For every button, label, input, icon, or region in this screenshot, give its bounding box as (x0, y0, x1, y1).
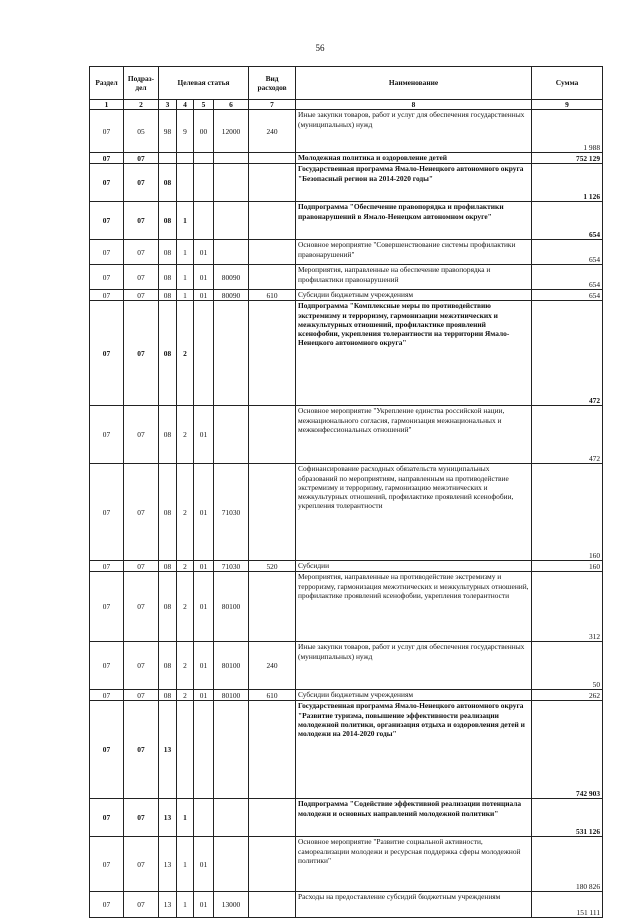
subprogram-code-cell: 2 (177, 301, 194, 406)
subprogram-code-cell: 1 (177, 892, 194, 918)
direction-code-cell (214, 240, 249, 265)
sum-cell: 50 (532, 642, 603, 690)
direction-code-cell: 80090 (214, 290, 249, 301)
subprogram-code-cell: 1 (177, 290, 194, 301)
expense-type-cell: 240 (249, 110, 296, 153)
direction-code-cell (214, 202, 249, 240)
header-podrazdel: Подраз-дел (124, 67, 159, 100)
table-row (90, 642, 603, 690)
name-cell: Мероприятия, направленные на обеспечение правопорядка и профилактики правонарушений (296, 265, 532, 290)
activity-code-cell (194, 164, 214, 202)
program-code-cell: 08 (159, 690, 177, 701)
expense-type-cell: 610 (249, 690, 296, 701)
subprogram-code-cell: 2 (177, 690, 194, 701)
column-number-row (90, 100, 603, 110)
page-number: 56 (315, 43, 325, 53)
podrazdel-cell: 07 (124, 701, 159, 799)
razdel-cell: 07 (90, 110, 124, 153)
table-row (90, 464, 603, 561)
activity-code-cell: 01 (194, 837, 214, 892)
header-sum: Сумма (532, 67, 603, 100)
table-row (90, 701, 603, 799)
podrazdel-cell: 07 (124, 642, 159, 690)
header-celevaya: Целевая статья (159, 67, 249, 100)
direction-code-cell: 80100 (214, 690, 249, 701)
name-cell: Иные закупки товаров, работ и услуг для обеспечения государственных (муниципальных) нужд (296, 642, 532, 690)
razdel-cell: 07 (90, 164, 124, 202)
podrazdel-cell: 07 (124, 892, 159, 918)
col-num: 7 (249, 100, 296, 110)
expense-type-cell (249, 265, 296, 290)
activity-code-cell (194, 202, 214, 240)
razdel-cell: 07 (90, 572, 124, 642)
program-code-cell: 08 (159, 164, 177, 202)
name-cell: Мероприятия, направленные на противодействие экстремизму и терроризму, гармонизация межэтнических и межкультурных отношений, профилактике проявлений ксенофобии, укрепления толерантности (296, 572, 532, 642)
name-cell: Субсидии бюджетным учреждениям (296, 690, 532, 701)
subprogram-code-cell: 1 (177, 202, 194, 240)
activity-code-cell (194, 153, 214, 164)
expense-type-cell: 240 (249, 642, 296, 690)
program-code-cell: 08 (159, 406, 177, 464)
expense-type-cell (249, 202, 296, 240)
col-num: 6 (214, 100, 249, 110)
razdel-cell: 07 (90, 642, 124, 690)
direction-code-cell: 80090 (214, 265, 249, 290)
activity-code-cell: 01 (194, 406, 214, 464)
podrazdel-cell: 05 (124, 110, 159, 153)
subprogram-code-cell (177, 164, 194, 202)
podrazdel-cell: 07 (124, 164, 159, 202)
table-row (90, 240, 603, 265)
expense-type-cell (249, 240, 296, 265)
razdel-cell: 07 (90, 561, 124, 572)
program-code-cell: 98 (159, 110, 177, 153)
expense-type-cell (249, 301, 296, 406)
table-row (90, 290, 603, 301)
sum-cell: 1 988 (532, 110, 603, 153)
header-vid: Вид расходов (249, 67, 296, 100)
sum-cell: 312 (532, 572, 603, 642)
col-num: 9 (532, 100, 603, 110)
podrazdel-cell: 07 (124, 406, 159, 464)
program-code-cell: 08 (159, 301, 177, 406)
sum-cell: 472 (532, 301, 603, 406)
direction-code-cell (214, 406, 249, 464)
program-code-cell: 13 (159, 837, 177, 892)
sum-cell: 180 826 (532, 837, 603, 892)
expense-type-cell: 610 (249, 290, 296, 301)
subprogram-code-cell: 2 (177, 642, 194, 690)
sum-cell: 160 (532, 561, 603, 572)
table-body (90, 110, 603, 918)
podrazdel-cell: 07 (124, 240, 159, 265)
razdel-cell: 07 (90, 837, 124, 892)
name-cell: Подпрограмма "Обеспечение правопорядка и профилактики правонарушений в Ямало-Ненецком автономном округе" (296, 202, 532, 240)
header-row (90, 67, 603, 100)
table-row (90, 690, 603, 701)
expense-type-cell (249, 572, 296, 642)
program-code-cell: 08 (159, 642, 177, 690)
budget-table (89, 66, 603, 918)
table-row (90, 202, 603, 240)
expense-type-cell (249, 464, 296, 561)
subprogram-code-cell: 1 (177, 240, 194, 265)
name-cell: Подпрограмма "Содействие эффективной реализации потенциала молодежи и основных направлений молодежной политики" (296, 799, 532, 837)
table-row (90, 153, 603, 164)
table-row (90, 837, 603, 892)
program-code-cell: 08 (159, 202, 177, 240)
subprogram-code-cell: 1 (177, 799, 194, 837)
razdel-cell: 07 (90, 464, 124, 561)
subprogram-code-cell: 9 (177, 110, 194, 153)
sum-cell: 742 903 (532, 701, 603, 799)
table-row (90, 572, 603, 642)
podrazdel-cell: 07 (124, 265, 159, 290)
program-code-cell: 08 (159, 464, 177, 561)
table-row (90, 406, 603, 464)
name-cell: Основное мероприятие "Совершенствование системы профилактики правонарушений" (296, 240, 532, 265)
direction-code-cell: 13000 (214, 892, 249, 918)
sum-cell: 1 126 (532, 164, 603, 202)
razdel-cell: 07 (90, 799, 124, 837)
activity-code-cell: 01 (194, 290, 214, 301)
expense-type-cell (249, 153, 296, 164)
program-code-cell: 08 (159, 561, 177, 572)
col-num: 5 (194, 100, 214, 110)
name-cell: Субсидии бюджетным учреждениям (296, 290, 532, 301)
direction-code-cell: 80100 (214, 572, 249, 642)
sum-cell: 531 126 (532, 799, 603, 837)
razdel-cell: 07 (90, 265, 124, 290)
podrazdel-cell: 07 (124, 799, 159, 837)
sum-cell: 654 (532, 265, 603, 290)
activity-code-cell: 01 (194, 690, 214, 701)
subprogram-code-cell: 1 (177, 265, 194, 290)
direction-code-cell (214, 164, 249, 202)
activity-code-cell: 01 (194, 892, 214, 918)
header-razdel: Раздел (90, 67, 124, 100)
direction-code-cell (214, 701, 249, 799)
razdel-cell: 07 (90, 701, 124, 799)
program-code-cell: 08 (159, 572, 177, 642)
sum-cell: 654 (532, 240, 603, 265)
direction-code-cell (214, 837, 249, 892)
activity-code-cell: 01 (194, 464, 214, 561)
program-code-cell: 08 (159, 265, 177, 290)
sum-cell: 262 (532, 690, 603, 701)
table-row (90, 110, 603, 153)
podrazdel-cell: 07 (124, 837, 159, 892)
sum-cell: 654 (532, 290, 603, 301)
name-cell: Иные закупки товаров, работ и услуг для обеспечения государственных (муниципальных) нужд (296, 110, 532, 153)
name-cell: Основное мероприятие "Развитие социальной активности, самореализации молодежи и ресурсная поддержка сферы молодежной политики" (296, 837, 532, 892)
activity-code-cell: 00 (194, 110, 214, 153)
program-code-cell: 13 (159, 701, 177, 799)
name-cell: Софинансирование расходных обязательств муниципальных образований по мероприятиям, направленным на противодействие экстремизму и терроризму, гармонизацию межэтнических и межкультурных отношений, профилактике проявлений ксенофобии, укрепления толерантности (296, 464, 532, 561)
table-row (90, 561, 603, 572)
sum-cell: 654 (532, 202, 603, 240)
podrazdel-cell: 07 (124, 301, 159, 406)
activity-code-cell: 01 (194, 642, 214, 690)
direction-code-cell (214, 799, 249, 837)
direction-code-cell: 12000 (214, 110, 249, 153)
name-cell: Расходы на предоставление субсидий бюджетным учреждениям (296, 892, 532, 918)
razdel-cell: 07 (90, 153, 124, 164)
subprogram-code-cell (177, 701, 194, 799)
name-cell: Государственная программа Ямало-Ненецкого автономного округа "Безопасный регион на 2014-2020 годы" (296, 164, 532, 202)
razdel-cell: 07 (90, 690, 124, 701)
expense-type-cell (249, 701, 296, 799)
program-code-cell: 13 (159, 799, 177, 837)
table-row (90, 265, 603, 290)
table-row (90, 799, 603, 837)
razdel-cell: 07 (90, 202, 124, 240)
direction-code-cell (214, 153, 249, 164)
subprogram-code-cell: 2 (177, 572, 194, 642)
direction-code-cell: 80100 (214, 642, 249, 690)
podrazdel-cell: 07 (124, 561, 159, 572)
subprogram-code-cell: 1 (177, 837, 194, 892)
direction-code-cell: 71030 (214, 561, 249, 572)
razdel-cell: 07 (90, 290, 124, 301)
direction-code-cell: 71030 (214, 464, 249, 561)
name-cell: Основное мероприятие "Укрепление единства российской нации, межнационального согласия, гармонизация межнациональных и межконфессиональных отношений" (296, 406, 532, 464)
table-row (90, 164, 603, 202)
podrazdel-cell: 07 (124, 464, 159, 561)
col-num: 8 (296, 100, 532, 110)
activity-code-cell: 01 (194, 265, 214, 290)
razdel-cell: 07 (90, 406, 124, 464)
razdel-cell: 07 (90, 892, 124, 918)
name-cell: Молодежная политика и оздоровление детей (296, 153, 532, 164)
program-code-cell: 13 (159, 892, 177, 918)
col-num: 1 (90, 100, 124, 110)
activity-code-cell (194, 301, 214, 406)
activity-code-cell: 01 (194, 572, 214, 642)
sum-cell: 160 (532, 464, 603, 561)
name-cell: Государственная программа Ямало-Ненецкого автономного округа "Развитие туризма, повышение эффективности реализации молодежной политики, организация отдыха и оздоровления детей и молодежи на 2014-2020 годы" (296, 701, 532, 799)
program-code-cell: 08 (159, 240, 177, 265)
subprogram-code-cell: 2 (177, 406, 194, 464)
activity-code-cell: 01 (194, 561, 214, 572)
program-code-cell (159, 153, 177, 164)
sum-cell: 472 (532, 406, 603, 464)
col-num: 4 (177, 100, 194, 110)
expense-type-cell (249, 164, 296, 202)
razdel-cell: 07 (90, 240, 124, 265)
name-cell: Субсидии (296, 561, 532, 572)
activity-code-cell (194, 799, 214, 837)
activity-code-cell: 01 (194, 240, 214, 265)
sum-cell: 752 129 (532, 153, 603, 164)
header-name: Наименование (296, 67, 532, 100)
podrazdel-cell: 07 (124, 202, 159, 240)
expense-type-cell (249, 406, 296, 464)
podrazdel-cell: 07 (124, 690, 159, 701)
expense-type-cell (249, 799, 296, 837)
activity-code-cell (194, 701, 214, 799)
subprogram-code-cell: 2 (177, 464, 194, 561)
razdel-cell: 07 (90, 301, 124, 406)
subprogram-code-cell: 2 (177, 561, 194, 572)
direction-code-cell (214, 301, 249, 406)
subprogram-code-cell (177, 153, 194, 164)
program-code-cell: 08 (159, 290, 177, 301)
col-num: 2 (124, 100, 159, 110)
expense-type-cell: 520 (249, 561, 296, 572)
expense-type-cell (249, 837, 296, 892)
sum-cell: 151 111 (532, 892, 603, 918)
col-num: 3 (159, 100, 177, 110)
podrazdel-cell: 07 (124, 290, 159, 301)
podrazdel-cell: 07 (124, 572, 159, 642)
podrazdel-cell: 07 (124, 153, 159, 164)
table-row (90, 301, 603, 406)
name-cell: Подпрограмма "Комплексные меры по противодействию экстремизму и терроризму, гармонизации межэтнических и межкультурных отношений, профилактике проявлений ксенофобии, укрепления толерантности на территории Ямало-Ненецкого автономного округа" (296, 301, 532, 406)
